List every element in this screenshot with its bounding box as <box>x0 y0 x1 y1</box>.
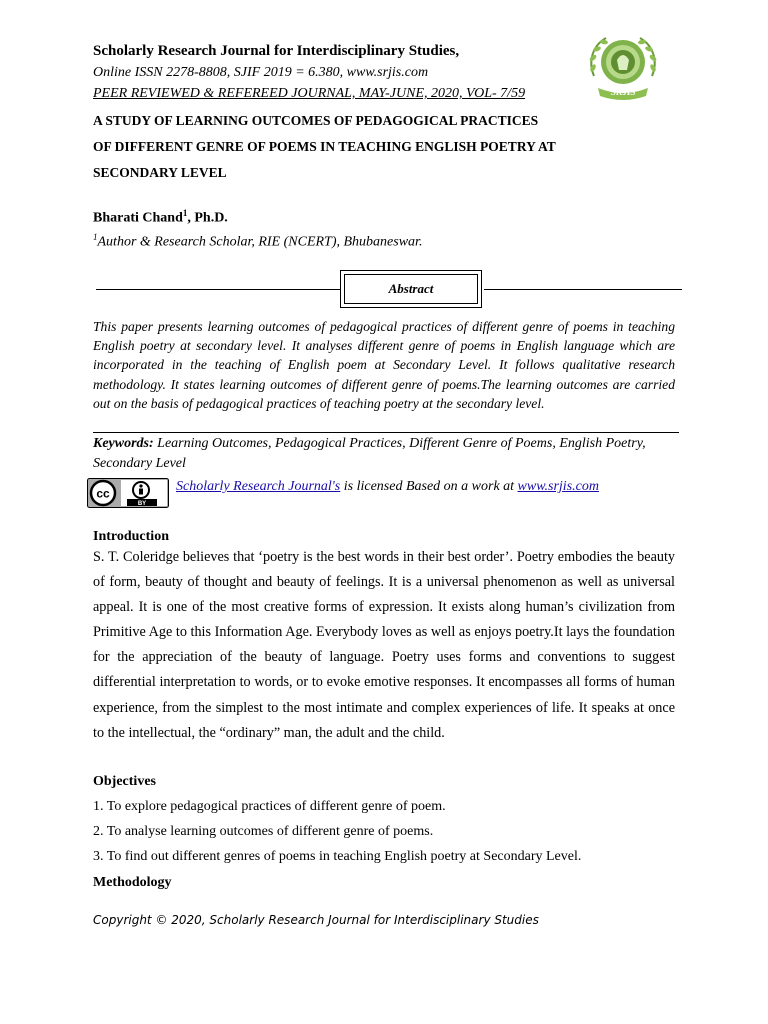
title-line: OF DIFFERENT GENRE OF POEMS IN TEACHING ENGLISH POETRY AT <box>93 139 556 154</box>
cc-by-license-icon <box>87 478 169 508</box>
by-label: BY <box>137 501 147 507</box>
abstract-heading-box <box>340 270 482 308</box>
author-affiliation <box>93 232 422 251</box>
srjis-logo <box>584 32 662 104</box>
methodology-heading: Methodology <box>93 875 172 890</box>
author-line <box>93 208 228 227</box>
author-name: Bharati Chand <box>93 210 183 226</box>
objectives-heading: Objectives <box>93 774 156 789</box>
abstract-bottom-rule <box>93 432 679 433</box>
objective-item: 2. To analyse learning outcomes of different genre of poems. <box>93 824 434 839</box>
journal-name: Scholarly Research Journal for Interdisciplinary Studies, <box>93 43 460 59</box>
srjis-website-link[interactable]: www.srjis.com <box>517 479 599 494</box>
affiliation-text: Author & Research Scholar, RIE (NCERT), Bhubaneswar. <box>97 234 423 250</box>
journal-link[interactable]: Scholarly Research Journal's <box>176 479 341 494</box>
copyright-footer: Copyright © 2020, Scholarly Research Journal for Interdisciplinary Studies <box>93 913 539 927</box>
journal-issn: Online ISSN 2278-8808, SJIF 2019 = 6.380, www.srjis.com <box>93 65 429 80</box>
author-degree: , Ph.D. <box>187 210 228 226</box>
abstract-heading: Abstract <box>344 274 478 304</box>
objective-item: 3. To find out different genres of poems in teaching English poetry at Secondary Level. <box>93 849 582 864</box>
license-middle-text: is licensed Based on a work at <box>340 479 518 494</box>
introduction-text: S. T. Coleridge believes that ‘poetry is the best words in their best order’. Poetry embodies the beauty of form, beauty of thought and beauty of feelings. It is a universal phenomenon as well as universal appeal. It is one of the most creative forms of expression. It exists along human’s civilization from Primitive Age to this Information Age. Everybody loves as well as enjoys poetry.It lays the foundation for the appreciation of the beauty of language. Poetry uses forms and conventions to suggest differential interpretation to words, or to evoke emotive responses. It encompasses all forms of human experience, from the simplest to the most intimate and complex experiences of life. It speaks at once to the intellectual, the “ordinary” man, the adult and the child. <box>93 549 675 741</box>
objective-item: 1. To explore pedagogical practices of different genre of poem. <box>93 799 446 814</box>
paper-title <box>93 108 693 186</box>
license-statement <box>176 479 599 495</box>
journal-peer-review-line: PEER REVIEWED & REFEREED JOURNAL, MAY-JUNE, 2020, VOL- 7/59 <box>93 86 526 101</box>
logo-text: SRJIS <box>610 87 636 97</box>
title-line: SECONDARY LEVEL <box>93 165 227 180</box>
cc-label: cc <box>96 486 110 501</box>
keywords <box>93 434 675 473</box>
affiliation-superscript: 1 <box>93 232 98 242</box>
abstract-divider-right <box>484 289 682 290</box>
abstract-text: This paper presents learning outcomes of pedagogical practices of different genre of poems in teaching English poetry at secondary level. It analyses different genre of poems in English language which are incorporated in the teaching of English poem at Secondary Level. It follows qualitative research methodology. It states learning outcomes of different genre of poems.The learning outcomes are carried out on the basis of pedagogical practices of teaching poetry at the secondary level. <box>93 319 675 411</box>
author-superscript: 1 <box>182 208 188 218</box>
keywords-text: Learning Outcomes, Pedagogical Practices, Different Genre of Poems, English Poetry, Secondary Level <box>93 436 646 471</box>
introduction-heading: Introduction <box>93 529 169 544</box>
title-line: A STUDY OF LEARNING OUTCOMES OF PEDAGOGICAL PRACTICES <box>93 113 539 128</box>
abstract-divider-left <box>96 289 340 290</box>
keywords-label: Keywords: <box>93 436 154 451</box>
